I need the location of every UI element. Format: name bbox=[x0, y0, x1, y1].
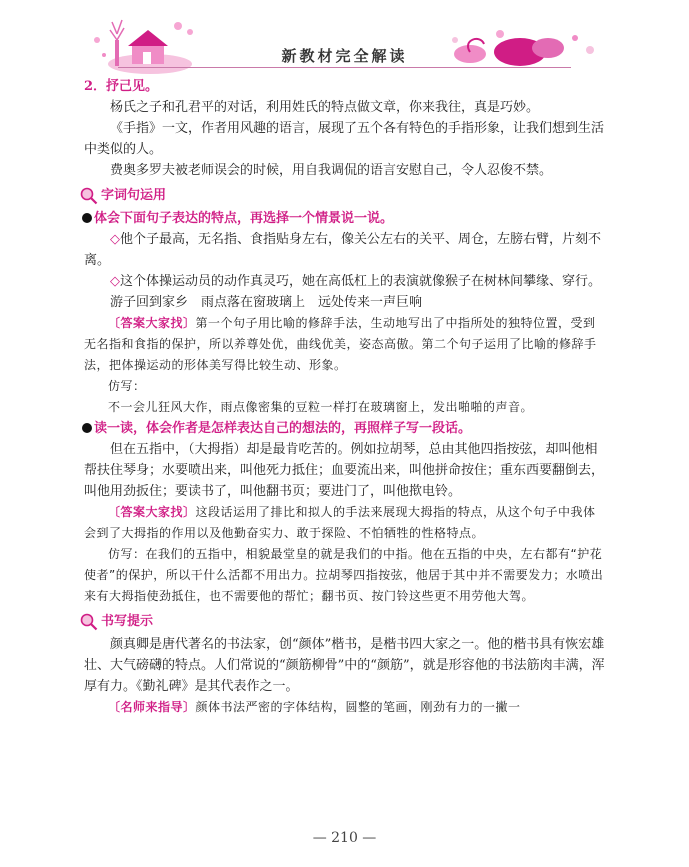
header-rule bbox=[118, 67, 571, 68]
section-heading-label: 书写提示 bbox=[101, 614, 154, 629]
page-content bbox=[84, 76, 606, 718]
bullet-dot-icon bbox=[82, 213, 92, 223]
answer-tag: 〔答案大家找〕 bbox=[108, 505, 196, 519]
tip-tag: 〔名师来指导〕 bbox=[108, 700, 196, 714]
diamond-icon: ◇ bbox=[110, 274, 120, 289]
imitate-text: 仿写：在我们的五指中，相貌最堂皇的就是我们的中指。他在五指的中央，左右都有“护花使者”的保护，所以干什么活都不用出力。拉胡琴四指按弦，他居于其中并不需要发力；水喷出来有大拇指使劲抵住，也不需要他的帮忙；翻书页、按门铃这些更不用劳他大驾。 bbox=[84, 547, 604, 603]
section-heading-label: 字词句运用 bbox=[101, 188, 167, 203]
question: 体会下面句子表达的特点，再选择一个情景说一说。 bbox=[84, 208, 606, 229]
paragraph: 杨氏之子和孔君平的对话，利用姓氏的特点做文章，你来我往，真是巧妙。 bbox=[110, 100, 540, 115]
paragraph: 颜真卿是唐代著名的书法家，创“颜体”楷书，是楷书四大家之一。他的楷书具有恢宏雄壮、大气磅礴的特点。人们常说的“颜筋柳骨”中的“颜筋”，就是形容他的书法筋肉丰满，浑厚有力。《勤礼碑》是其代表作之一。 bbox=[84, 637, 605, 694]
section-heading-words bbox=[80, 185, 606, 206]
tip-block: 〔名师来指导〕颜体书法严密的字体结构，圆整的笔画，刚劲有力的一撇一 bbox=[108, 700, 521, 714]
answer-block: 〔答案大家找〕第一个句子用比喻的修辞手法，生动地写出了中指所处的独特位置，受到无名指和食指的保护，所以养尊处优，曲线优美，姿态高傲。第二个句子运用了比喻的修辞手法，把体操运动的形体美写得比较生动、形象。 bbox=[84, 316, 597, 372]
example-item: ◇这个体操运动员的动作真灵巧，她在高低杠上的表演就像猴子在树林间攀缘、穿行。 bbox=[110, 274, 602, 289]
imitate-label: 仿写： bbox=[108, 379, 146, 393]
scenario-list: 游子回到家乡 雨点落在窗玻璃上 远处传来一声巨响 bbox=[110, 295, 423, 310]
page-number: — 210 — bbox=[312, 830, 377, 846]
magnifier-icon bbox=[80, 613, 98, 631]
header-title: 新教材完全解读 bbox=[281, 47, 408, 65]
answer-block: 〔答案大家找〕这段话运用了排比和拟人的手法来展现大拇指的特点，从这个句子中我体会到了大拇指的作用以及他勤奋实力、敢于探险、不怕牺牲的性格特点。 bbox=[84, 505, 596, 540]
section-heading-opinion: 2．抒己见。 bbox=[84, 79, 159, 94]
paragraph: 《手指》一文，作者用风趣的语言，展现了五个各有特色的手指形象，让我们想到生活中类似的人。 bbox=[84, 121, 605, 157]
imitate-text: 不一会儿狂风大作，雨点像密集的豆粒一样打在玻璃窗上，发出啪啪的声音。 bbox=[108, 400, 534, 414]
paragraph: 费奥多罗夫被老师误会的时候，用自我调侃的语言安慰自己，令人忍俊不禁。 bbox=[110, 163, 553, 178]
diamond-icon: ◇ bbox=[110, 232, 120, 247]
example-item: ◇他个子最高，无名指、食指贴身左右，像关公左右的关平、周仓，左膀右臂，片刻不离。 bbox=[84, 232, 602, 268]
section-heading-writing bbox=[80, 611, 606, 632]
passage: 但在五指中，（大拇指）却是最肯吃苦的。例如拉胡琴，总由其他四指按弦，却叫他相帮扶住琴身；水要喷出来，叫他死力抵住；血要流出来，叫他拼命按住；重东西要翻倒去，叫他用劲扳住；要读书了，叫他翻书页；要进门了，叫他揿电铃。 bbox=[84, 442, 605, 499]
question: 读一读，体会作者是怎样表达自己的想法的，再照样子写一段话。 bbox=[84, 418, 606, 439]
answer-tag: 〔答案大家找〕 bbox=[108, 316, 196, 330]
bullet-dot-icon bbox=[82, 423, 92, 433]
page-header bbox=[0, 0, 689, 78]
magnifier-icon bbox=[80, 187, 98, 205]
